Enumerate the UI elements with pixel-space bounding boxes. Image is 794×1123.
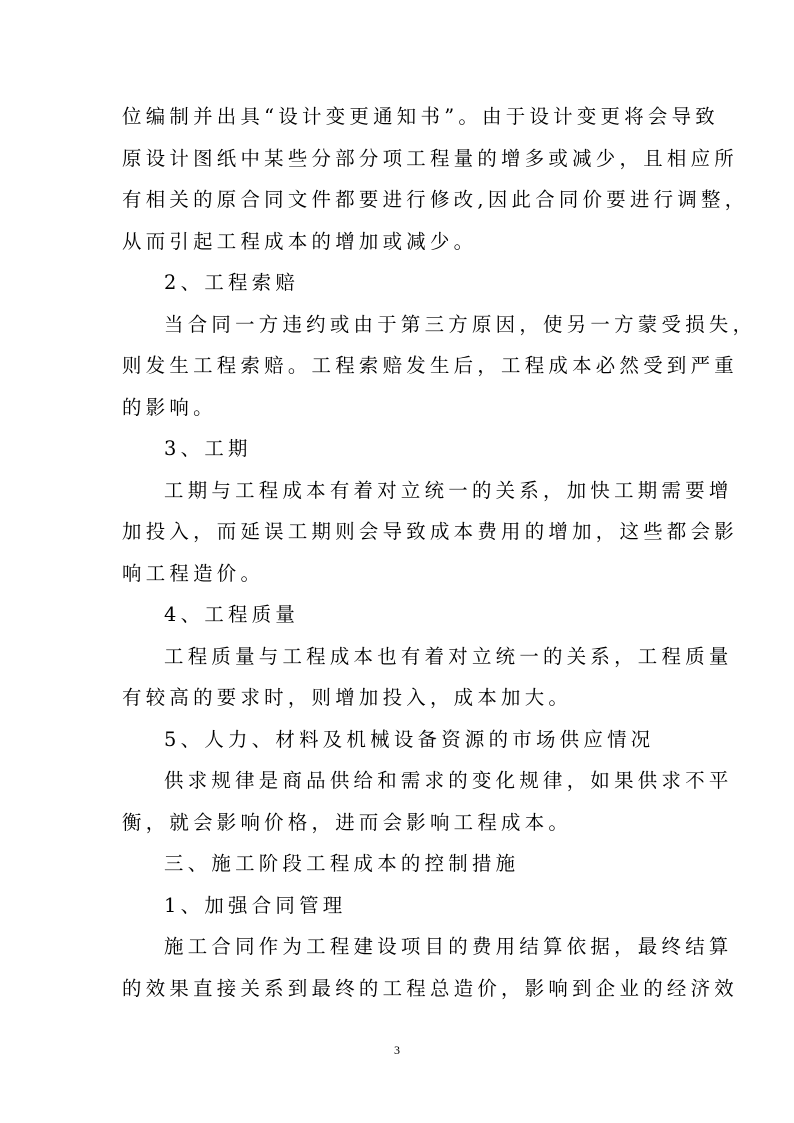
text-line: 则发生工程索赔。工程索赔发生后，工程成本必然受到严重 bbox=[122, 354, 738, 377]
text-line: 的效果直接关系到最终的工程总造价，影响到企业的经济效 bbox=[122, 976, 738, 1000]
text-line: 4、工程质量 bbox=[164, 603, 300, 626]
text-line: 工期与工程成本有着对立统一的关系，加快工期需要增 bbox=[164, 478, 733, 502]
text-line: 供求规律是商品供给和需求的变化规律，如果供求不平 bbox=[164, 769, 733, 792]
text-line: 加投入，而延误工期则会导致成本费用的增加，这些都会影 bbox=[122, 520, 738, 543]
text-line: 三、施工阶段工程成本的控制措施 bbox=[164, 852, 520, 875]
text-line: 有较高的要求时，则增加投入，成本加大。 bbox=[122, 686, 573, 709]
text-line: 当合同一方违约或由于第三方原因，使另一方蒙受损失， bbox=[164, 312, 757, 336]
text-line: 施工合同作为工程建设项目的费用结算依据，最终结算 bbox=[164, 935, 733, 958]
text-line: 5、人力、材料及机械设备资源的市场供应情况 bbox=[164, 727, 655, 751]
document-body bbox=[122, 96, 757, 1009]
text-line: 3、工期 bbox=[164, 437, 252, 460]
text-line: 工程质量与工程成本也有着对立统一的关系，工程质量 bbox=[164, 644, 733, 668]
text-line: 的影响。 bbox=[122, 395, 217, 419]
text-line: 衡，就会影响价格，进而会影响工程成本。 bbox=[122, 810, 573, 834]
page-number: 3 bbox=[394, 1043, 400, 1057]
text-line: 有相关的原合同文件都要进行修改,因此合同价要进行调整， bbox=[122, 188, 749, 211]
text-line: 1、加强合同管理 bbox=[164, 893, 347, 917]
text-line: 响工程造价。 bbox=[122, 561, 265, 585]
text-line: 2、工程索赔 bbox=[164, 271, 300, 294]
text-line: 从而引起工程成本的增加或减少。 bbox=[122, 229, 478, 253]
text-line: 原设计图纸中某些分部分项工程量的增多或减少，且相应所 bbox=[122, 146, 738, 170]
text-line: 位编制并出具“设计变更通知书”。由于设计变更将会导致 bbox=[122, 105, 719, 128]
